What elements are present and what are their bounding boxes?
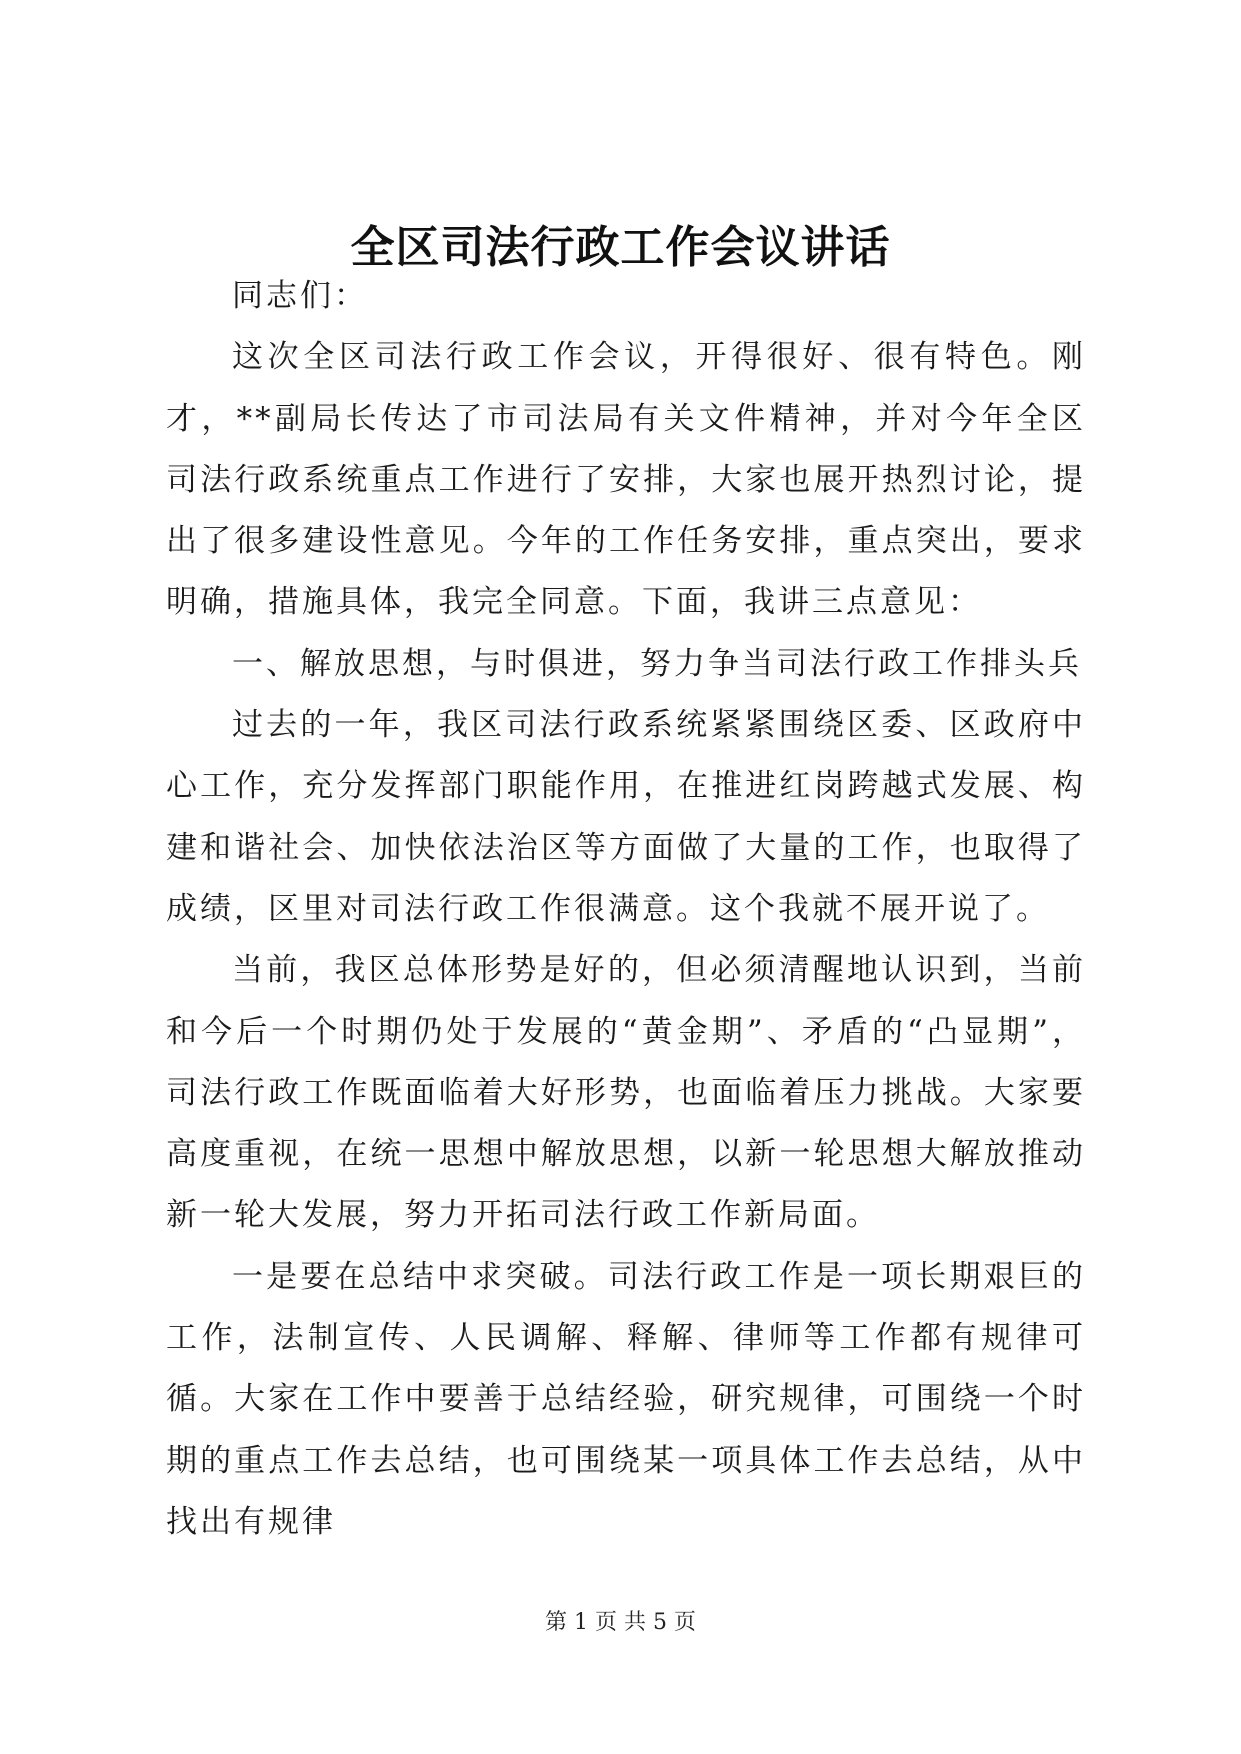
document-title: 全区司法行政工作会议讲话 [350, 222, 891, 273]
page-number-footer: 第 1 页 共 5 页 [545, 1610, 696, 1635]
paragraph-situation: 当前，我区总体形势是好的，但必须清醒地认识到，当前和今后一个时期仍处于发展的“黄金期”、矛盾的“凸显期”，司法行政工作既面临着大好形势，也面临着压力挑战。大家要高度重视，在统一思想中解放思想，以新一轮思想大解放推动新一轮大发展，努力开拓司法行政工作新局面。 [166, 952, 1086, 1234]
paragraph-opening: 这次全区司法行政工作会议，开得很好、很有特色。刚才，**副局长传达了市司法局有关文件精神，并对今年全区司法行政系统重点工作进行了安排，大家也展开热烈讨论，提出了很多建设性意见。今年的工作任务安排，重点突出，要求明确，措施具体，我完全同意。下面，我讲三点意见： [166, 339, 1086, 621]
section-heading-1: 一、解放思想，与时俱进，努力争当司法行政工作排头兵 [232, 645, 1082, 682]
paragraph-salutation: 同志们： [232, 278, 368, 314]
document-body [166, 266, 1086, 1553]
paragraph-point-1: 一是要在总结中求突破。司法行政工作是一项长期艰巨的工作，法制宣传、人民调解、释解、律师等工作都有规律可循。大家在工作中要善于总结经验，研究规律，可围绕一个时期的重点工作去总结，也可围绕某一项具体工作去总结，从中找出有规律 [166, 1258, 1086, 1540]
paragraph-review: 过去的一年，我区司法行政系统紧紧围绕区委、区政府中心工作，充分发挥部门职能作用，在推进红岗跨越式发展、构建和谐社会、加快依法治区等方面做了大量的工作，也取得了成绩，区里对司法行政工作很满意。这个我就不展开说了。 [166, 707, 1086, 927]
